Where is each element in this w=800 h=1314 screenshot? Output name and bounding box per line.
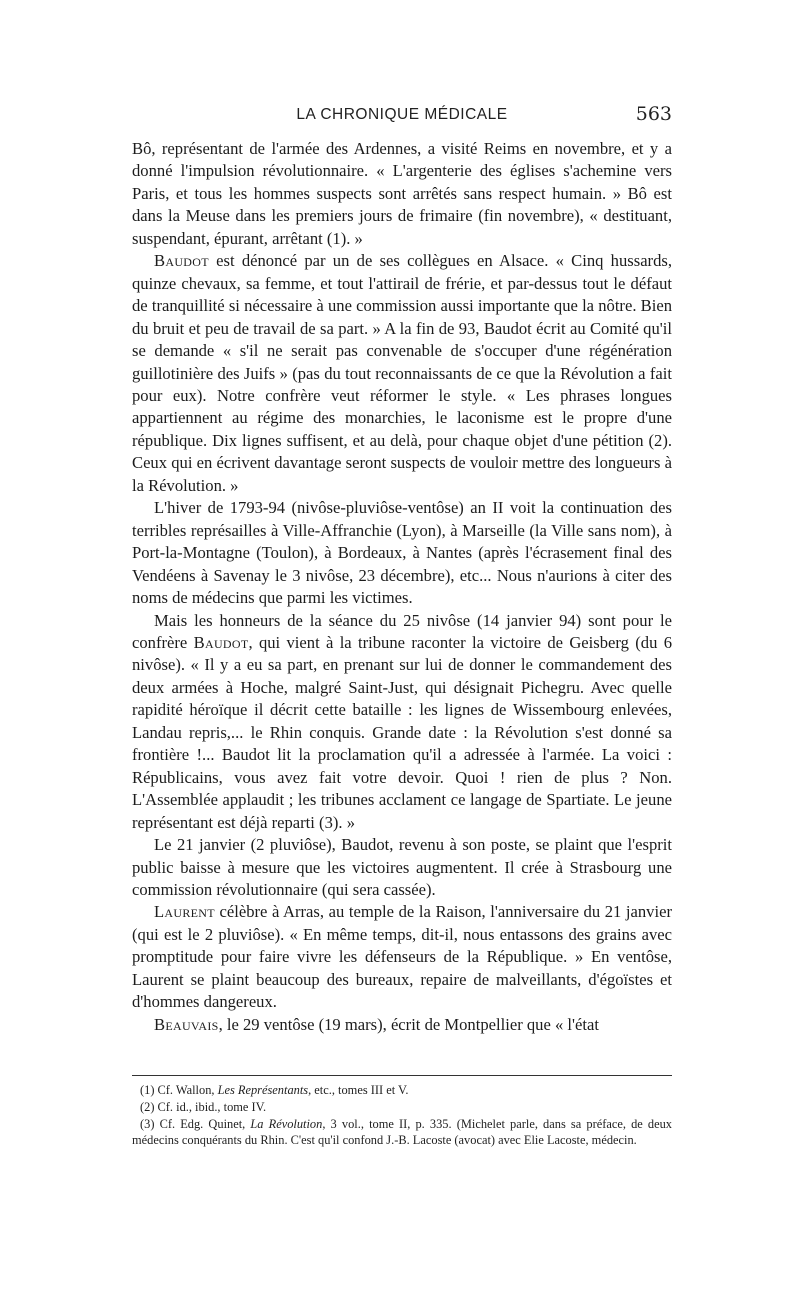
footnote-divider <box>132 1075 672 1076</box>
paragraph-text: , qui vient à la tribune raconter la victoire de Geisberg (du 6 nivôse). « Il y a eu sa part, en prenant sur lui de donner le commandement des deux armées à Hoche, malgré Saint-Just, qui désignait Pichegru. Avec quelle rapidité héroïque il décrit cette bataille : les lignes de Wissembourg enlevées, Landau repris,... le Rhin conquis. Grande date : la Révolution s'est donné sa frontière !... Baudot lit la proclamation qu'il a adressée à l'armée. La voici : Républicains, vous avez fait votre devoir. Quoi ! rien de plus ? Non. L'Assemblée applaudit ; les tribunes acclament ce langage de Spartiate. Le jeune représentant est déjà reparti (3). » <box>132 632 673 832</box>
footnote-title: La Révolution <box>250 1116 323 1131</box>
footnote-text: , etc., tomes III et V. <box>308 1083 409 1097</box>
person-name: Laurent <box>154 902 215 922</box>
running-head <box>132 103 672 130</box>
paragraph-pluviose <box>132 834 672 901</box>
person-name: Baudot <box>154 251 209 271</box>
footnote-text: , 3 vol., tome II, p. 335. (Michelet parle, dans sa préface, de deux médecins conquérants du Rhin. C'est qu'il confond J.-B. Lacoste (avocat) avec Elie Lacoste, médecin. <box>132 1116 672 1148</box>
footnote-text: (1) Cf. Wallon, <box>140 1083 218 1097</box>
paragraph-seance <box>132 610 672 835</box>
running-title: LA CHRONIQUE MÉDICALE <box>296 106 508 123</box>
footnote-title: Les Représentants <box>217 1083 309 1097</box>
footnote-text: (2) Cf. id., ibid., tome IV. <box>140 1099 267 1114</box>
paragraph-hiver <box>132 497 672 609</box>
footnote-2 <box>132 1099 672 1116</box>
paragraph-text: , le 29 ventôse (19 mars), écrit de Montpellier que « l'état <box>218 1014 599 1034</box>
body-text <box>132 138 672 1036</box>
footnote-1 <box>132 1082 672 1099</box>
page-number: 563 <box>635 103 672 125</box>
paragraph-baudot <box>132 250 672 497</box>
paragraph-laurent <box>132 901 672 1013</box>
footnote-text: (3) Cf. Edg. Quinet, <box>140 1116 251 1131</box>
paragraph-bo <box>132 138 672 250</box>
paragraph-text: Mais les honneurs de la séance du 25 nivôse (14 janvier 94) sont pour le confrère <box>132 610 672 652</box>
paragraph-text: est dénoncé par un de ses collègues en Alsace. « Cinq hussards, quinze chevaux, sa femme, et tout l'attirail de frérie, et par-dessus tout le défaut de tranquillité si nécessaire à une commission aussi importante que la nôtre. Bien du bruit et peu de travail de sa part. » A la fin de 93, Baudot écrit au Comité qu'il se demande « s'il ne serait pas convenable de s'occuper d'une régénération guillotinière des Juifs » (pas du tout reconnaissants de ce que la Révolution a fait pour eux). Notre confrère veut réformer le style. « Les phrases longues appartiennent au régime des monarchies, le laconisme est le propre d'une république. Dix lignes suffisent, et au delà, pour chaque objet d'une pétition (2). Ceux qui en écrivent davantage seront suspects de vouloir mettre des longueurs à la Révolution. » <box>132 251 672 495</box>
footnote-3 <box>132 1116 672 1150</box>
person-name: Baudot <box>193 632 249 652</box>
footnotes <box>132 1082 672 1149</box>
person-name: Beauvais <box>154 1014 219 1034</box>
paragraph-text: célèbre à Arras, au temple de la Raison, l'anniversaire du 21 janvier (qui est le 2 pluviôse). « En même temps, dit-il, nous entassons des grains avec promptitude pour faire vivre les défenseurs de la République. » En ventôse, Laurent se plaint beaucoup des bureaux, repaire de malveillants, d'égoïstes et d'hommes dangereux. <box>132 902 672 1012</box>
paragraph-beauvais <box>132 1014 672 1036</box>
paragraph-text: L'hiver de 1793-94 (nivôse-pluviôse-ventôse) an II voit la continuation des terribles représailles à Ville-Affranchie (Lyon), à Marseille (la Ville sans nom), à Port-la-Montagne (Toulon), à Bordeaux, à Nantes (après l'écrasement final des Vendéens à Savenay le 3 nivôse, 23 décembre), etc... Nous n'aurions à citer des noms de médecins que parmi les victimes. <box>132 498 672 608</box>
paragraph-text: Bô, représentant de l'armée des Ardennes, a visité Reims en novembre, et y a donné l'impulsion révolutionnaire. « L'argenterie des églises s'achemine vers Paris, et tous les hommes suspects sont arrêtés sans respect humain. » Bô est dans la Meuse dans les premiers jours de frimaire (fin novembre), « destituant, suspendant, épurant, arrêtant (1). » <box>132 139 672 248</box>
paragraph-text: Le 21 janvier (2 pluviôse), Baudot, revenu à son poste, se plaint que l'esprit public baisse à mesure que les victoires augmentent. Il crée à Strasbourg une commission révolutionnaire (qui sera cassée). <box>132 835 672 899</box>
